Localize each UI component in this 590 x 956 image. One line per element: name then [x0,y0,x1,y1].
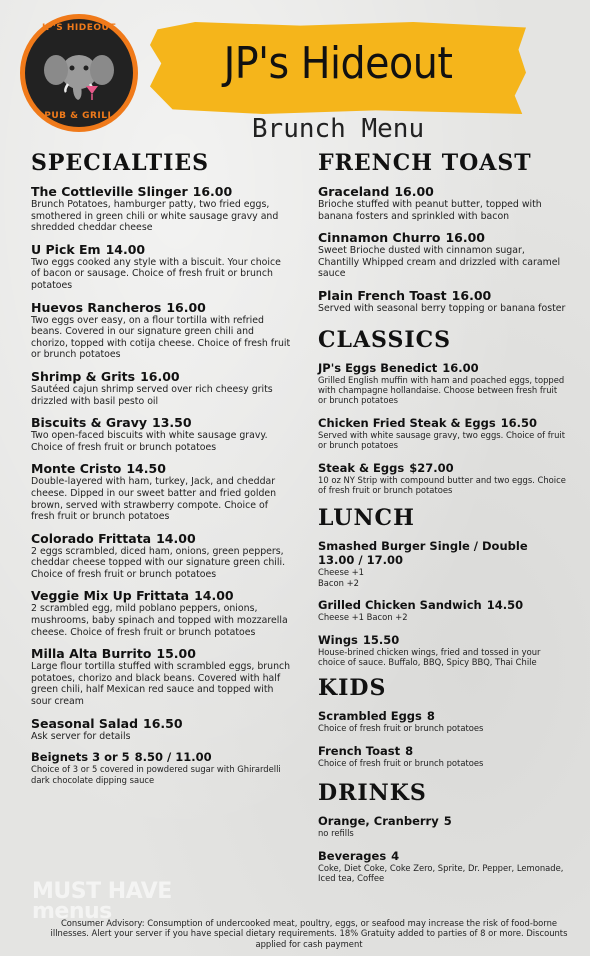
menu-item [31,588,291,638]
item-name: The Cottleville Slinger [31,184,188,199]
item-description: Brunch Potatoes, hamburger patty, two fried eggs, smothered in green chili or white sausage gravy and shredded cheddar cheese [31,199,279,234]
item-description: Sautéed cajun shrimp served over rich cheesy grits drizzled with basil pesto oil [31,383,273,407]
item-price: 16.50 [500,415,538,430]
logo-bottom-text: PUB & GRILL [44,111,114,121]
item-description: Coke, Diet Coke, Coke Zero, Sprite, Dr. Pepper, Lemonade, Iced tea, Coffee [318,862,564,884]
item-price: 14.00 [105,241,146,257]
item-description: Choice of fresh fruit or brunch potatoes [318,723,484,734]
menu-item [318,361,568,406]
item-description: Served with white sausage gravy, two eggs. Choice of fruit or brunch potatoes [318,429,566,451]
item-price: 14.00 [156,530,196,546]
item-name: JP's Eggs Benedict [318,360,438,375]
item-description: Choice of fresh fruit or brunch potatoes [318,757,484,768]
item-description: Grilled English muffin with ham and poached eggs, topped with champagne hollandaise. Choose between fresh fruit or brunch potatoes [318,374,565,406]
menu-item [318,744,568,768]
section-classics-title: CLASSICS [318,326,452,353]
item-price: 16.00 [394,184,434,199]
menu-item [31,461,291,522]
item-price: 14.50 [126,461,166,477]
menu-item [318,633,568,668]
section-lunch-title: LUNCH [318,505,415,532]
menu-subtitle: Brunch Menu [251,114,425,144]
item-price: 8 [426,709,435,724]
menu-item [318,461,568,496]
item-name: Colorado Frittata [31,530,152,546]
item-description: Cheese +1 Bacon +2 [318,612,408,623]
item-description: Double-layered with ham, turkey, Jack, and cheddar cheese. Dipped in our sweet batter and fried golden brown, served with strawberry compote. Choice of fresh fruit or brunch potatoes [31,476,277,523]
watermark: MUST HAVE menus [32,879,172,924]
item-price: 16.50 [143,715,183,731]
item-price: 16.00 [445,230,485,246]
menu-item [31,415,291,453]
item-price: 8.50 / 11.00 [134,750,212,765]
menu-item [31,242,291,292]
item-description: Cheese +1 Bacon +2 [318,567,364,588]
drinks-list [318,814,568,883]
item-name: Graceland [318,184,390,199]
item-name: Wings [318,632,358,647]
item-price: 16.00 [140,368,180,384]
item-price: 5 [443,814,452,829]
item-description: Served with seasonal berry topping or banana foster [318,302,566,314]
item-price: 8 [405,743,414,758]
item-price: 16.00 [442,360,479,375]
menu-item [318,539,568,588]
item-price: 16.00 [166,299,206,315]
item-name: Chicken Fried Steak & Eggs [318,415,496,430]
item-name: French Toast [318,743,401,758]
lunch-list [318,539,568,667]
item-name: Seasonal Salad [31,715,139,731]
item-name: Milla Alta Burrito [31,646,152,662]
item-description: House-brined chicken wings, fried and tossed in your choice of sauce. Buffalo, BBQ, Spicy BBQ, Thai Chile [318,646,541,668]
item-price: 14.50 [486,598,524,613]
menu-item [318,598,568,622]
item-name: Plain French Toast [318,287,447,303]
item-name: Cinnamon Churro [318,230,441,246]
item-name: U Pick Em [31,241,101,257]
menu-item [318,709,568,733]
menu-item [31,300,291,361]
item-price: 13.00 / 17.00 [318,553,403,568]
item-name: Beignets 3 or 5 [31,750,130,765]
menu-item [318,416,568,451]
item-description: Ask server for details [31,730,131,742]
item-description: 2 eggs scrambled, diced ham, onions, green peppers, cheddar cheese topped with our signature green chili. Choice of fresh fruit or brunch potatoes [31,545,286,580]
item-price: 16.00 [192,184,233,199]
menu-item [31,750,291,785]
item-name: Grilled Chicken Sandwich [318,598,482,613]
section-specialties-title: SPECIALTIES [31,150,210,176]
item-description: 2 scrambled egg, mild poblano peppers, onions, mushrooms, baby spinach and topped with mozzarella cheese. Choice of fresh fruit or brunch potatoes [31,603,288,638]
restaurant-logo [20,14,138,132]
item-description: 10 oz NY Strip with compound butter and two eggs. Choice of fresh fruit or brunch potatoes [318,474,566,495]
item-name: Orange, Cranberry [318,814,439,829]
item-price: 4 [391,848,400,863]
item-description: Two eggs over easy, on a flour tortilla with refried beans. Covered in our signature green chili and chorizo, topped with cotija cheese. Choice of fresh fruit or brunch potatoes [31,314,291,361]
item-name: Biscuits & Gravy [31,415,148,431]
item-name: Scrambled Eggs [318,709,422,724]
elephant-icon [42,42,116,104]
item-description: Two open-faced biscuits with white sausage gravy. Choice of fresh fruit or brunch potatoes [31,430,268,453]
menu-item [31,184,291,234]
menu-item [318,184,568,222]
item-description: Two eggs cooked any style with a biscuit. Your choice of bacon or sausage. Choice of fresh fruit or brunch potatoes [31,256,281,291]
item-price: 15.00 [156,646,196,662]
item-description: Sweet Brioche dusted with cinnamon sugar, Chantilly Whipped cream and drizzled with caramel sauce [318,245,561,280]
menu-item [31,531,291,581]
menu-item [318,814,568,838]
item-description: Brioche stuffed with peanut butter, topped with banana fosters and sprinkled with bacon [318,199,542,222]
specialties-list [31,184,291,785]
section-french-toast-title: FRENCH TOAST [318,150,532,176]
item-name: Steak & Eggs [318,460,405,475]
menu-item [31,716,291,743]
menu-item [318,288,568,315]
restaurant-name: JP's Hideout [223,38,453,89]
item-name: Monte Cristo [31,461,122,477]
section-kids-title: KIDS [318,675,387,702]
kids-list [318,709,568,768]
classics-list [318,361,568,496]
french-toast-list [318,184,568,315]
menu-item [318,849,568,884]
item-name: Huevos Rancheros [31,299,162,315]
item-price: 13.50 [152,415,192,431]
consumer-advisory: Consumer Advisory: Consumption of undercooked meat, poultry, eggs, or seafood may increase the risk of food-borne illnesses. Alert your server if you have special dietary requirements. 18% Gratuity added to parties of 8 or more. Discounts applied for cash payment [50,918,568,949]
left-column [31,150,291,785]
item-name: Beverages [318,848,387,863]
item-description: Choice of 3 or 5 covered in powdered sugar with Ghirardelli dark chocolate dipping sauce [31,764,281,785]
item-name: Veggie Mix Up Frittata [31,588,190,604]
item-price: 14.00 [194,588,234,604]
section-drinks-title: DRINKS [318,780,427,807]
item-name: Shrimp & Grits [31,368,136,384]
menu-item [31,646,291,707]
item-price: 16.00 [451,287,492,303]
logo-top-text: JP'S HIDEOUT [42,23,116,33]
item-description: no refills [318,828,354,839]
item-name: Smashed Burger Single / Double [318,539,528,554]
item-price: 15.50 [362,632,400,647]
menu-item [318,230,568,280]
item-price: $27.00 [409,460,454,475]
menu-item [31,369,291,407]
item-description: Large flour tortilla stuffed with scrambled eggs, brunch potatoes, chorizo and black beans. Covered with half green chili, half Mexican red sauce and topped with sour cream [31,661,291,708]
right-column [318,150,568,883]
